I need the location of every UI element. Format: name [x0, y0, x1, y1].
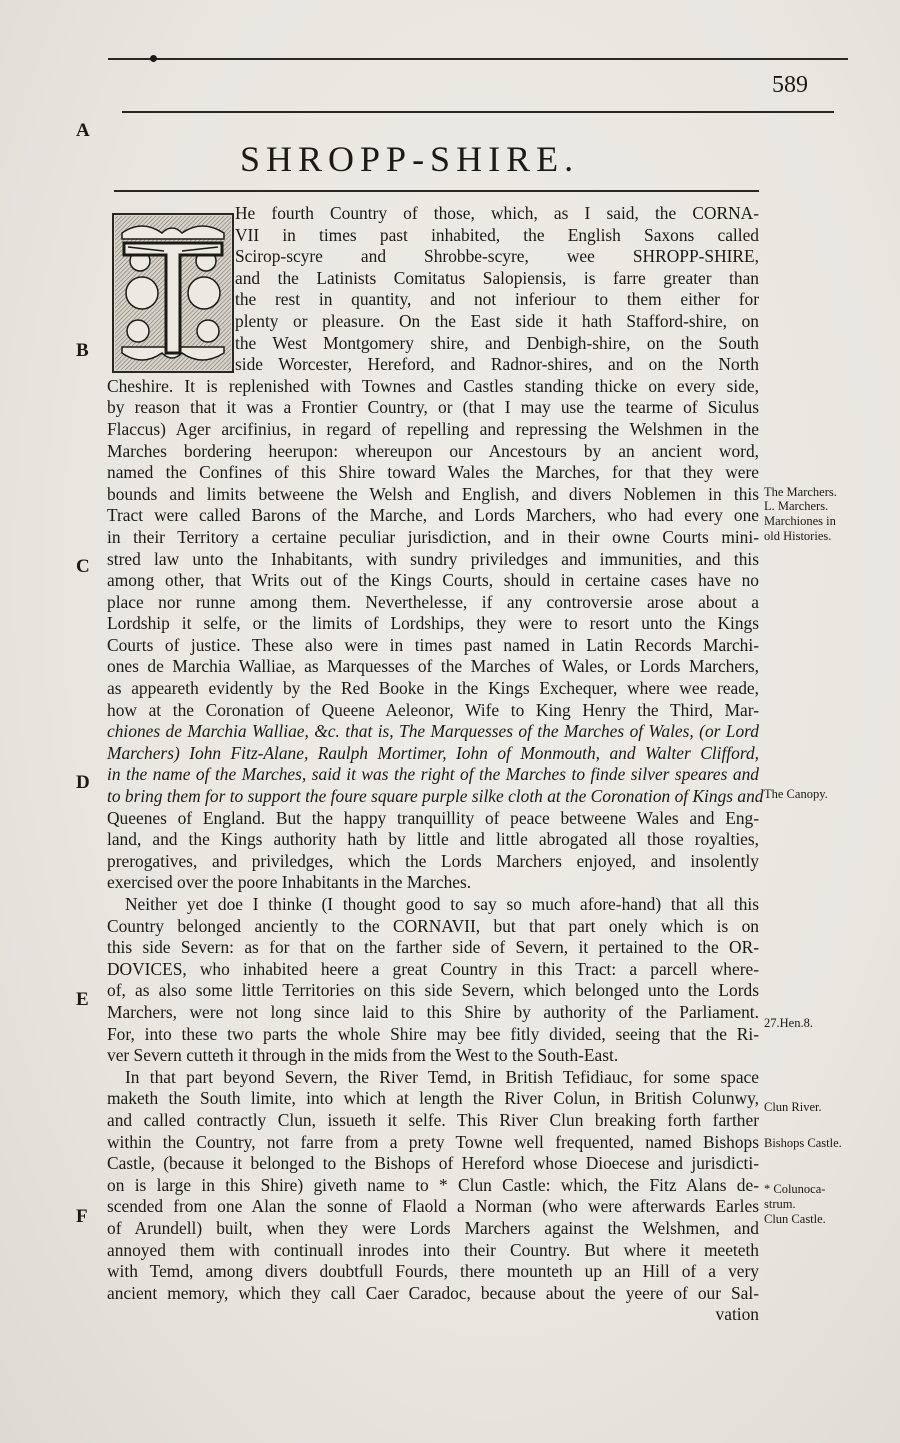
text-line: For, into these two parts the whole Shire may bee fitly divided, seeing that the Ri- [107, 1023, 759, 1044]
text-line: Marches bordering heerupon: whereupon our Ancestours by an ancient word, [107, 440, 759, 461]
text-line: Country belonged anciently to the CORNAVII, but that part onely which is on [107, 915, 759, 936]
text-line: bounds and limits betweene the Welsh and English, and divers Noblemen in this [107, 483, 759, 504]
text-line: VII in times past inhabited, the English Saxons called [235, 224, 759, 245]
text-line: Neither yet doe I thinke (I thought good to say so much afore-hand) that all this [125, 894, 759, 914]
sidenote: Bishops Castle. [764, 1136, 842, 1150]
text-line: Flaccus) Ager arcifinius, in regard of repelling and repressing the Welshmen in the [107, 418, 759, 439]
sidenote: Clun Castle. [764, 1212, 826, 1226]
text-line: and the Latinists Comitatus Salopiensis, is farre greater than [235, 267, 759, 288]
text-line: the West Montgomery shire, and Denbigh-shire, on the South [235, 332, 759, 353]
sidenote: old Histories. [764, 529, 832, 543]
margin-letter-a: A [76, 120, 90, 141]
margin-letter-b: B [76, 340, 89, 361]
text-line: Lordship it selfe, or the limits of Lordships, they were to resort unto the Kings [107, 613, 759, 634]
sidenote: The Canopy. [764, 787, 828, 801]
text-line: Scirop-scyre and Shrobbe-scyre, wee SHROPP-SHIRE, [235, 246, 759, 267]
page-title: SHROPP-SHIRE. [240, 139, 580, 179]
text-line: in the name of the Marches, said it was the right of the Marches to finde silver speares and [107, 764, 759, 785]
sidenote: * Colunoca- [764, 1182, 826, 1196]
margin-letter-d: D [76, 772, 90, 793]
text-line: prerogatives, and priviledges, which the Lords Marchers enjoyed, and insolently [107, 850, 759, 871]
title-rule [114, 190, 759, 192]
text-line: Courts of justice. These also were in times past named in Latin Records Marchi- [107, 634, 759, 655]
text-line: Marchers, were not long since laid to this Shire by authority of the Parliament. [107, 1001, 759, 1022]
text-line: named the Confines of this Shire toward Wales the Marches, for that they were [107, 462, 759, 483]
text-line: stred law unto the Inhabitants, with sundry priviledges and immunities, and this [107, 548, 759, 569]
text-line: on is large in this Shire) giveth name to * Clun Castle: which, the Fitz Alans de- [107, 1174, 759, 1195]
margin-letter-f: F [76, 1206, 88, 1227]
text-line: Tract were called Barons of the Marche, and Lords Marchers, who had every one [107, 505, 759, 526]
text-line: DOVICES, who inhabited heere a great Country in this Tract: a parcell where- [107, 958, 759, 979]
text-line: how at the Coronation of Queene Aeleonor, Wife to King Henry the Third, Mar- [107, 699, 759, 720]
text-line: chiones de Marchia Walliae, &c. that is, The Marquesses of the Marches of Wales, (or Lord [107, 721, 759, 742]
header-rule [122, 111, 834, 113]
text-line: the rest in quantity, and not inferiour to them either for [235, 289, 759, 310]
text-line: Marchers) Iohn Fitz-Alane, Raulph Mortimer, Iohn of Monmouth, and Walter Clifford, [107, 742, 759, 763]
catchword: vation [715, 1304, 759, 1325]
text-line: to bring them for to support the foure square purple silke cloth at the Coronation of Kings and [107, 786, 764, 807]
text-line: ones de Marchia Walliae, as Marquesses of the Marches of Wales, or Lords Marchers, [107, 656, 759, 677]
text-line: of Arundell) built, when they were Lords Marchers against the Welshmen, and [107, 1217, 759, 1238]
text-line: He fourth Country of those, which, as I said, the CORNA- [235, 203, 759, 223]
text-line: this side Severn: as for that on the farther side of Severn, it pertained to the OR- [107, 937, 759, 958]
text-line: place nor runne among them. Neverthelesse, if any controversie arose about a [107, 591, 759, 612]
text-line: by reason that it was a Frontier Country, or (that I may use the tearme of Siculus [107, 397, 759, 418]
text-line: In that part beyond Severn, the River Temd, in British Tefidiauc, for some space [125, 1066, 759, 1087]
text-line: side Worcester, Hereford, and Radnor-shires, and on the North [235, 354, 759, 375]
text-line: ver Severn cutteth it through in the mids from the West to the South-East. [107, 1045, 619, 1066]
sidenote: Clun River. [764, 1100, 822, 1114]
sidenote: L. Marchers. [764, 499, 829, 513]
text-line: annoyed them with continuall inrodes into their Country. But where it meeteth [107, 1239, 759, 1260]
body-text [107, 203, 764, 1326]
text-line: Castle, (because it belonged to the Bishops of Hereford whose Dioecese and jurisdicti- [107, 1153, 759, 1174]
sidenote: strum. [764, 1197, 796, 1211]
text-line: as appeareth evidently by the Red Booke in the Kings Exchequer, where wee reade, [107, 678, 759, 699]
text-line: of, as also some little Territories on this side Severn, which belonged unto the Lords [107, 980, 759, 1001]
text-line: and called contractly Clun, issueth it selfe. This River Clun breaking forth farther [107, 1109, 759, 1130]
text-line: ancient memory, which they call Caer Caradoc, because about the yeere of our Sal- [107, 1282, 759, 1303]
margin-letter-e: E [76, 989, 89, 1010]
text-line: exercised over the poore Inhabitants in the Marches. [107, 872, 472, 893]
text-line: scended from one Alan the sonne of Flaold a Norman (who were afterwards Earles [107, 1196, 759, 1217]
margin-letter-c: C [76, 556, 90, 577]
text-line: Cheshire. It is replenished with Townes and Castles standing thicke on every side, [107, 375, 759, 396]
text-line: within the Country, not farre from a prety Towne well frequented, named Bishops [107, 1131, 759, 1152]
sidenote: Marchiones in [764, 514, 836, 528]
sidenote: 27.Hen.8. [764, 1016, 813, 1030]
text-line: maketh the South limite, into which at length the River Colun, in British Colunwy, [107, 1088, 759, 1109]
text-line: Queenes of England. But the happy tranquillity of peace betweene Wales and Eng- [107, 807, 759, 828]
top-rule [108, 58, 848, 60]
rule-dot [150, 55, 157, 62]
text-line: in their Territory a certaine peculiar jurisdiction, and in their owne Courts mini- [107, 526, 759, 547]
text-line: land, and the Kings authority hath by little and little abrogated all those royalties, [107, 829, 759, 850]
page-number: 589 [772, 72, 808, 98]
sidenote: The Marchers. [764, 485, 837, 499]
text-line: among other, that Writs out of the Kings Courts, should in certaine cases have no [107, 570, 759, 591]
text-line: with Temd, among divers doubtfull Fourds, there mounteth up an Hill of a very [107, 1261, 759, 1282]
text-line: plenty or pleasure. On the East side it hath Stafford-shire, on [235, 310, 759, 331]
